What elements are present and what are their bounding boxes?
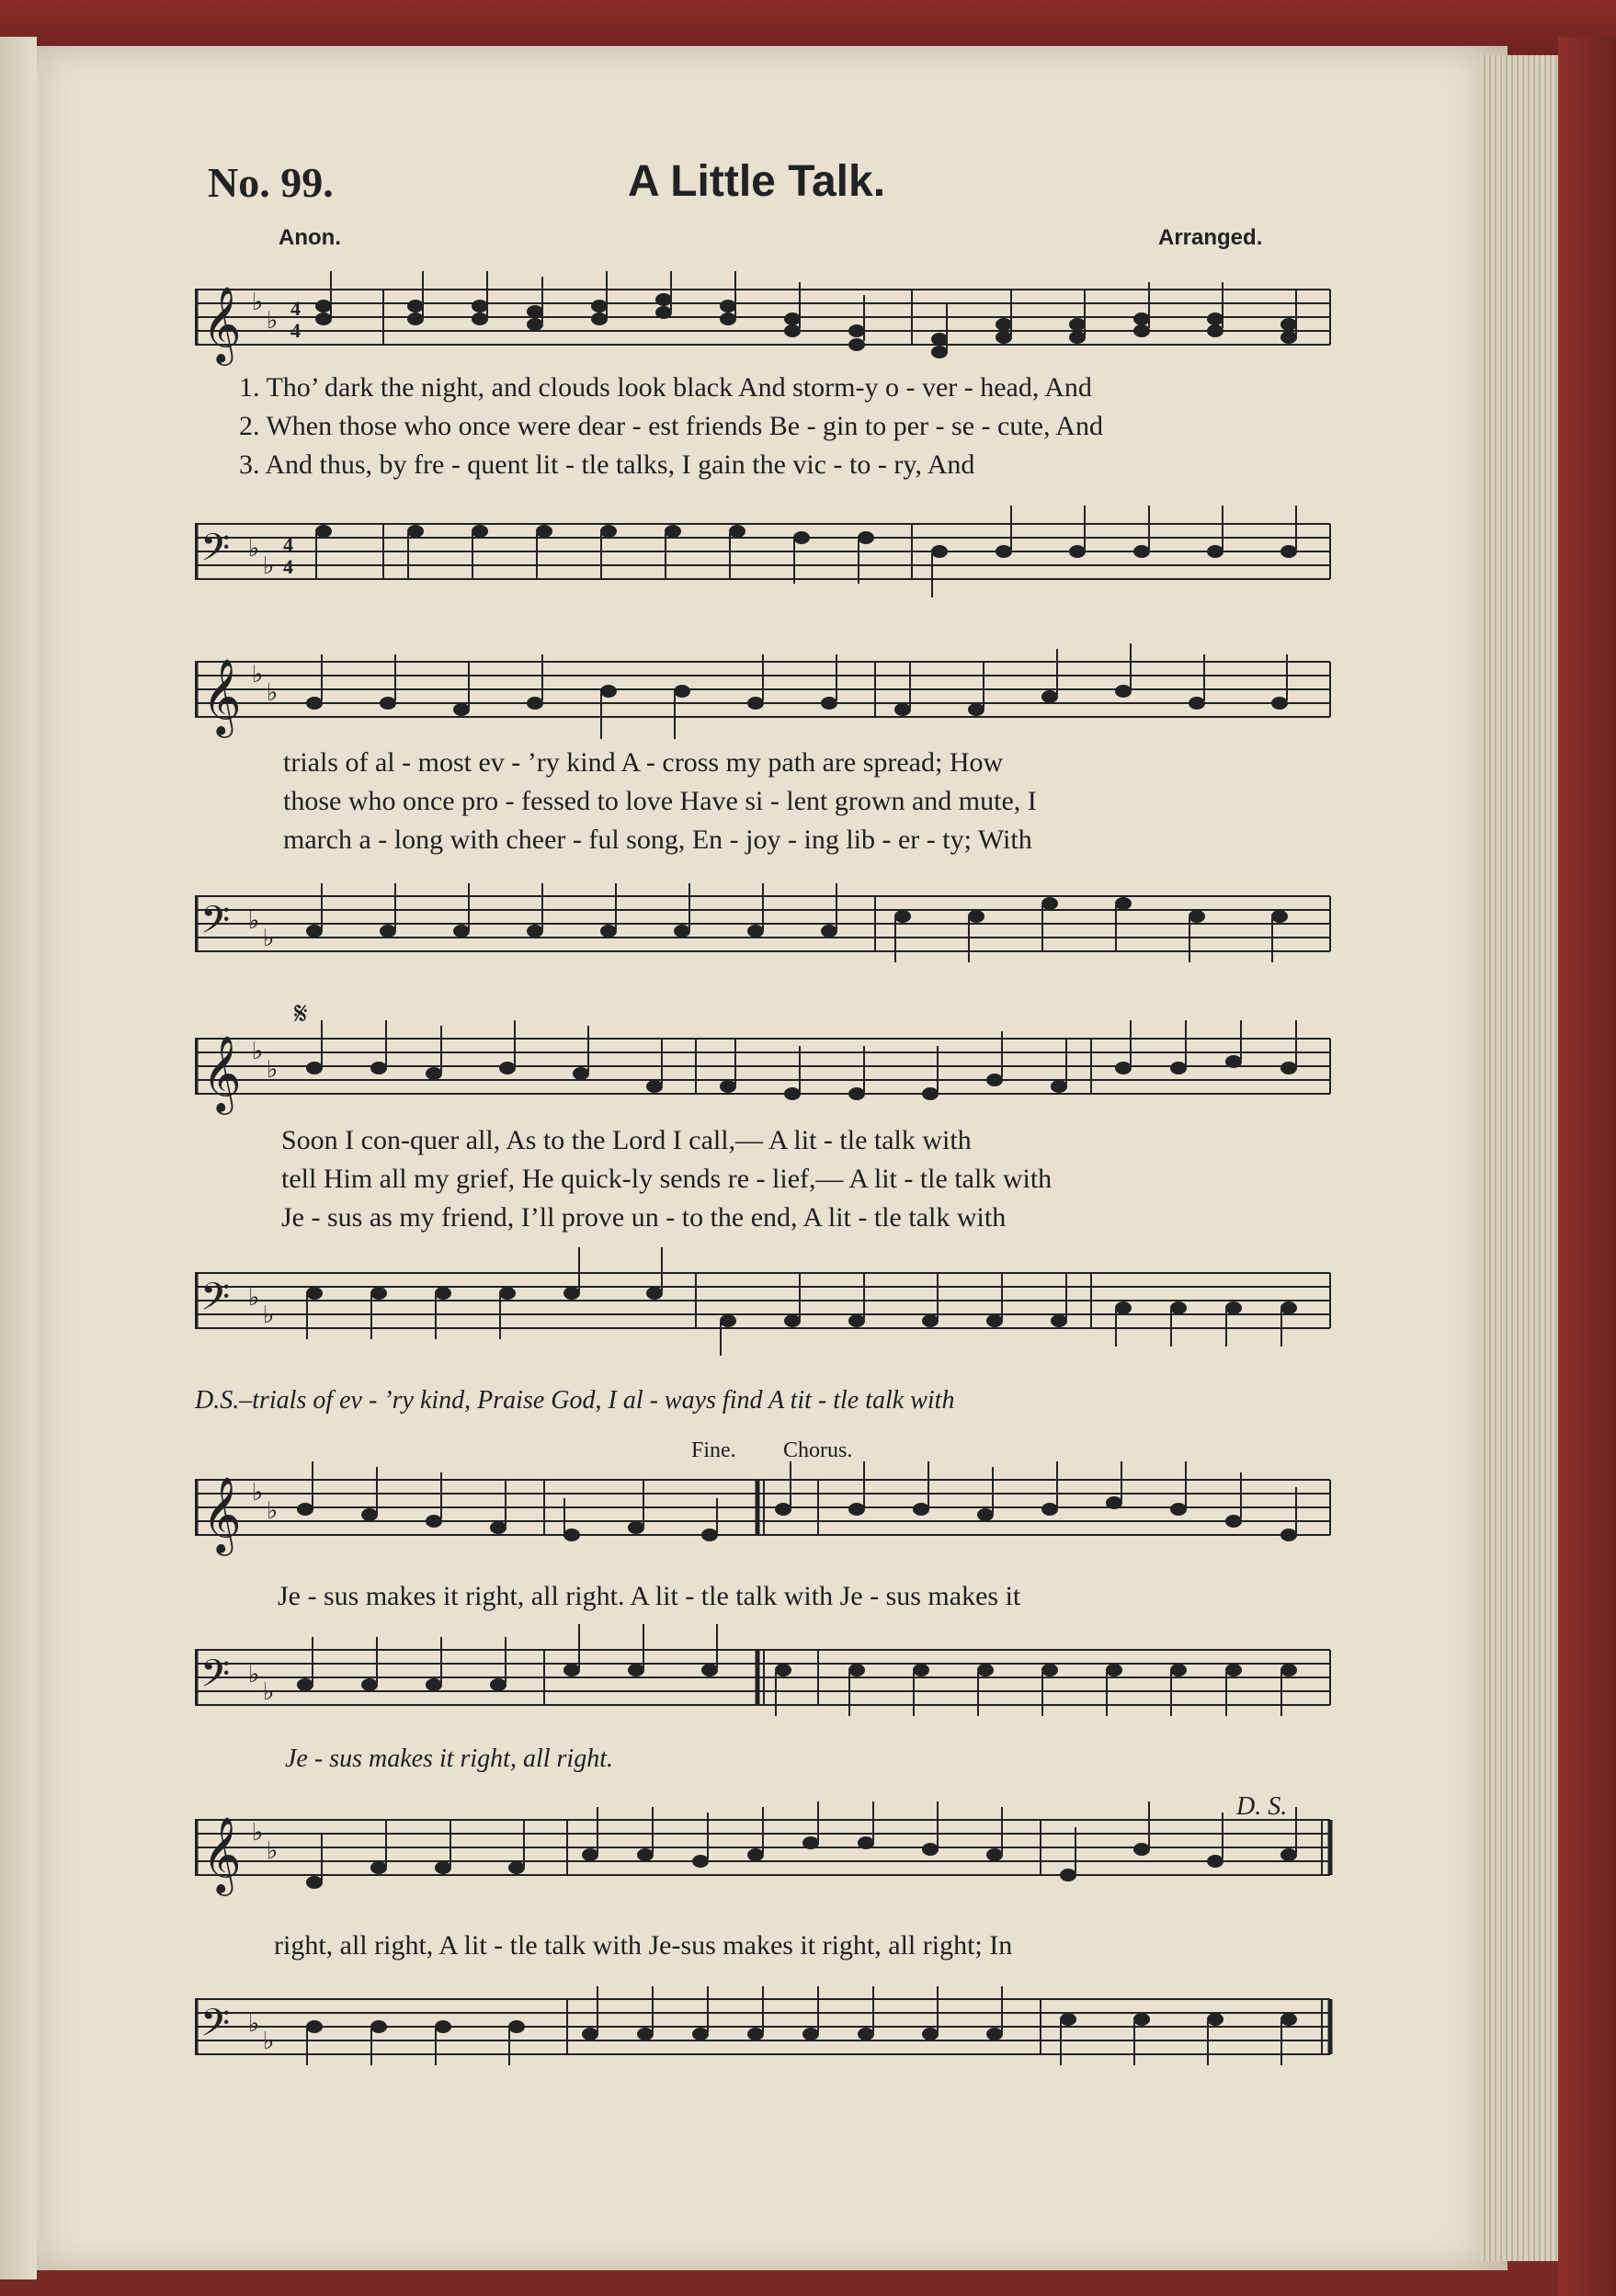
svg-text:𝄞: 𝄞 <box>202 660 242 733</box>
svg-text:♭: ♭ <box>267 307 279 334</box>
svg-text:♭: ♭ <box>248 1284 260 1311</box>
treble-staff-1 <box>195 271 1335 372</box>
svg-text:♭: ♭ <box>263 1678 275 1705</box>
verse-3-line-3: Je - sus as my friend, I’ll prove un - to the end, A lit - tle talk with <box>281 1202 1007 1233</box>
svg-text:♭: ♭ <box>267 679 279 706</box>
svg-text:𝄢: 𝄢 <box>200 1653 231 1704</box>
svg-text:4: 4 <box>283 533 293 556</box>
chorus-label: Chorus. <box>783 1438 853 1462</box>
treble-staff-4 <box>195 1461 1335 1563</box>
verse-2-line-3: tell Him all my grief, He quick-ly sends re - lief,— A lit - tle talk with <box>281 1164 1053 1194</box>
bass-lyric-line: Je - sus makes it right, all right. <box>285 1745 613 1773</box>
book-cover-right <box>1558 37 1616 2296</box>
svg-text:4: 4 <box>290 297 301 320</box>
ds-lyric-line: D.S.–trials of ev - ’ry kind, Praise God, I al - ways find A tit - tle talk with <box>195 1386 955 1415</box>
svg-text:𝄢: 𝄢 <box>200 527 231 578</box>
svg-text:𝄢: 𝄢 <box>200 1276 231 1327</box>
svg-text:♭: ♭ <box>252 1819 264 1846</box>
svg-text:♭: ♭ <box>267 1837 279 1864</box>
svg-text:𝄞: 𝄞 <box>202 288 242 361</box>
svg-text:♭: ♭ <box>248 2010 260 2037</box>
verse-1-line-1: 1. Tho’ dark the night, and clouds look black And storm-y o - ver - head, And <box>239 372 1092 403</box>
bass-staff-2 <box>195 850 1335 988</box>
treble-staff-2 <box>195 643 1335 744</box>
bass-staff-1 <box>195 478 1335 616</box>
segno-sign: 𝄋 <box>294 997 308 1031</box>
treble-staff-5 <box>195 1802 1335 1912</box>
svg-text:𝄢: 𝄢 <box>200 2002 231 2053</box>
verse-1-line-3: Soon I con-quer all, As to the Lord I call,— A lit - tle talk with <box>281 1125 972 1155</box>
svg-text:♭: ♭ <box>248 535 260 562</box>
hymn-arranger: Arranged. <box>1158 225 1263 250</box>
treble-staff-3 <box>195 1020 1335 1121</box>
hymn-number: No. 99. <box>208 159 334 206</box>
svg-text:♭: ♭ <box>263 1301 275 1328</box>
fine-label: Fine. <box>691 1438 736 1462</box>
svg-text:♭: ♭ <box>252 661 264 688</box>
svg-text:𝄢: 𝄢 <box>200 899 231 950</box>
svg-text:♭: ♭ <box>267 1056 279 1083</box>
bass-staff-4 <box>195 1604 1335 1742</box>
svg-text:♭: ♭ <box>248 907 260 934</box>
verse-3-line-1: 3. And thus, by fre - quent lit - tle talks, I gain the vic - to - ry, And <box>239 449 975 480</box>
svg-text:𝄞: 𝄞 <box>202 1478 242 1552</box>
svg-text:𝄞: 𝄞 <box>202 1818 242 1892</box>
bass-staff-5 <box>195 1953 1335 2091</box>
hymn-author: Anon. <box>279 225 341 250</box>
chorus-line-1: Je - sus makes it right, all right. A lit - tle talk with Je - sus makes it <box>278 1581 1021 1611</box>
svg-text:♭: ♭ <box>252 1038 264 1064</box>
svg-text:𝄞: 𝄞 <box>202 1037 242 1110</box>
svg-text:♭: ♭ <box>252 289 264 315</box>
svg-text:♭: ♭ <box>263 552 275 579</box>
svg-text:4: 4 <box>283 555 293 578</box>
bass-staff-3 <box>195 1227 1335 1365</box>
svg-text:♭: ♭ <box>263 925 275 951</box>
chorus-line-2: right, all right, A lit - tle talk with Je-sus makes it right, all right; In <box>274 1930 1013 1961</box>
svg-text:4: 4 <box>290 319 301 342</box>
facing-page-edge <box>0 37 37 2279</box>
svg-text:♭: ♭ <box>252 1479 264 1506</box>
svg-text:♭: ♭ <box>267 1497 279 1524</box>
svg-text:♭: ♭ <box>263 2028 275 2054</box>
verse-2-line-1: 2. When those who once were dear - est friends Be - gin to per - se - cute, And <box>239 411 1103 441</box>
svg-text:♭: ♭ <box>248 1661 260 1688</box>
page-stack-edges <box>1480 55 1558 2261</box>
hymn-title: A Little Talk. <box>628 157 886 206</box>
verse-3-line-2: march a - long with cheer - ful song, En - joy - ing lib - er - ty; With <box>283 824 1032 855</box>
verse-2-line-2: those who once pro - fessed to love Have si - lent grown and mute, I <box>283 786 1037 816</box>
verse-1-line-2: trials of al - most ev - ’ry kind A - cross my path are spread; How <box>283 747 1004 778</box>
ds-marking: D. S. <box>1236 1792 1288 1821</box>
